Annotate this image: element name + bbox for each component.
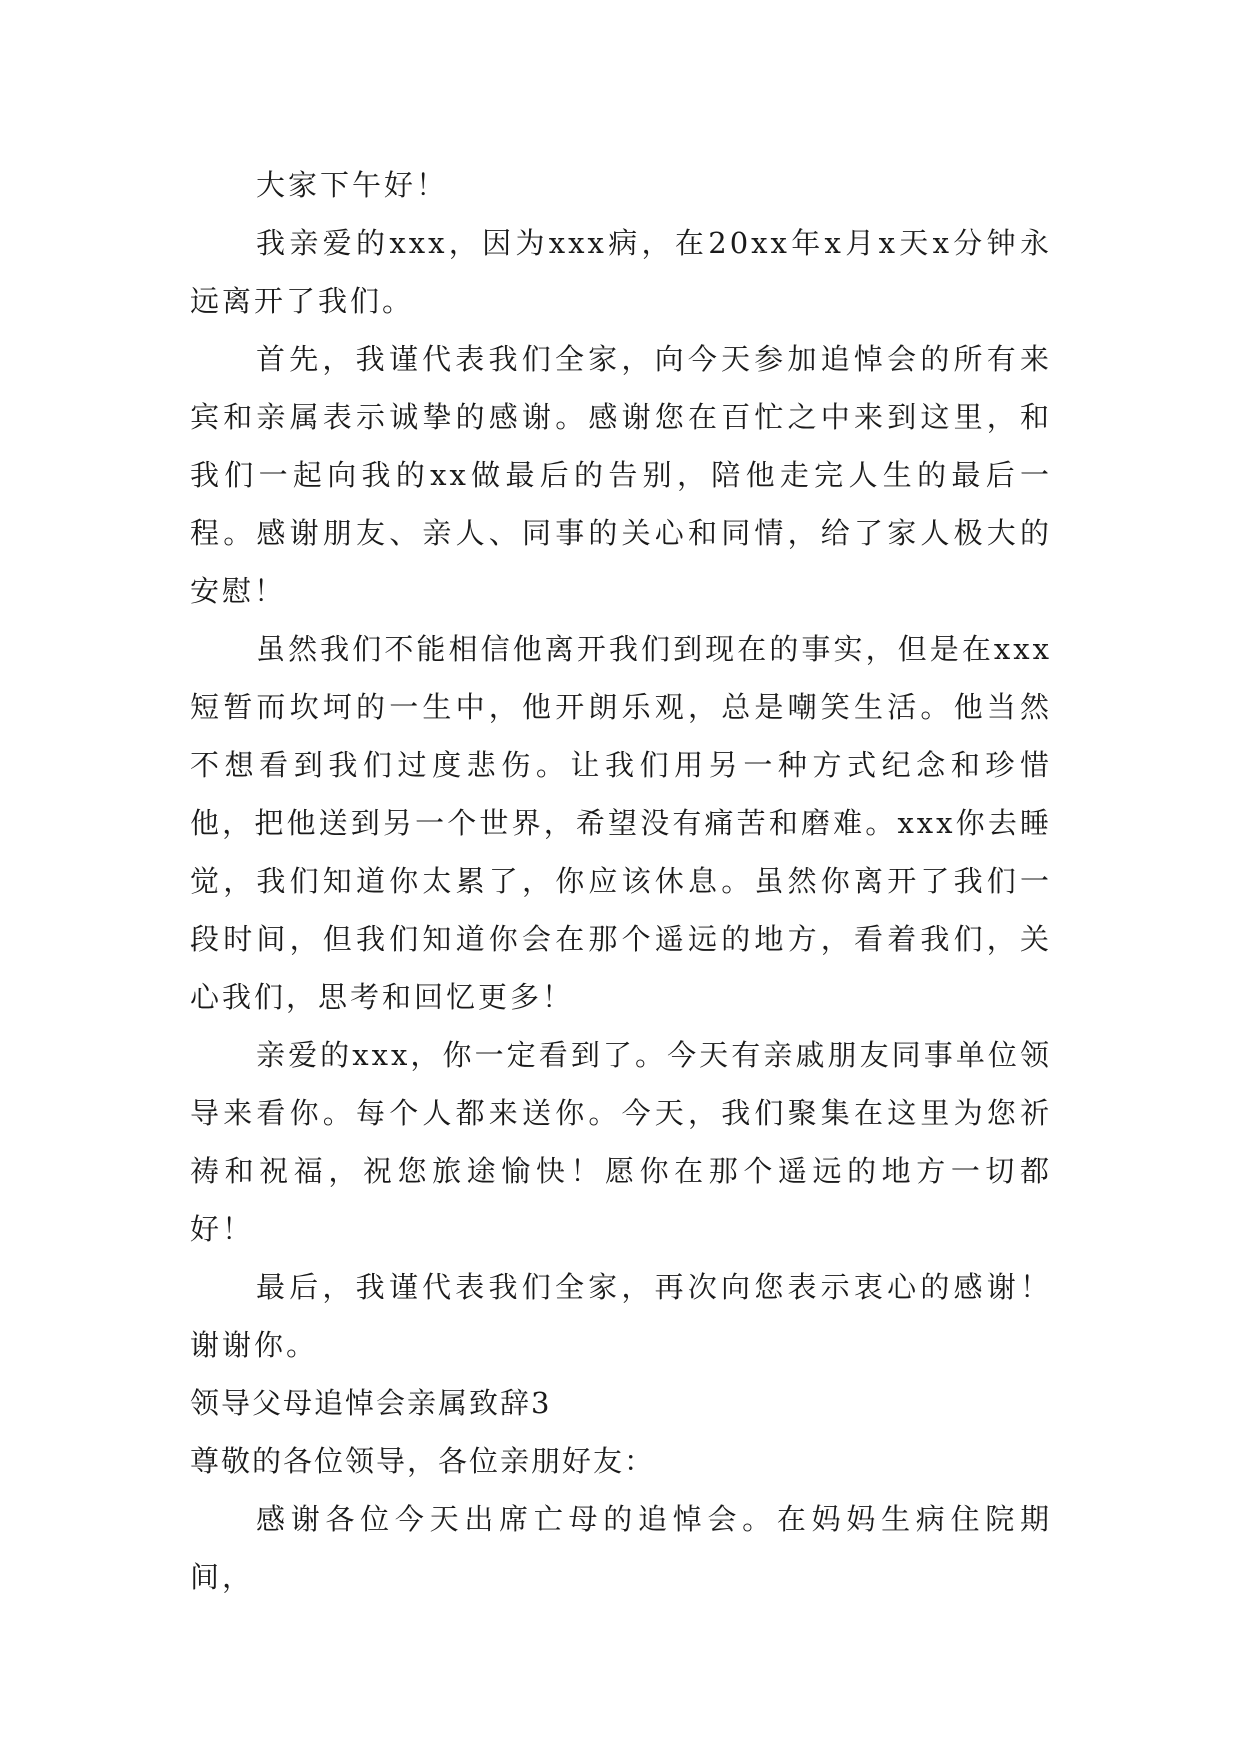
thanks-paragraph: 首先，我谨代表我们全家，向今天参加追悼会的所有来宾和亲属表示诚挚的感谢。感谢您在百忙之中来到这里，和我们一起向我的xx做最后的告别，陪他走完人生的最后一程。感谢朋友、亲人、同事的关心和同情，给了家人极大的安慰！: [190, 342, 1052, 608]
opening-paragraph: 感谢各位今天出席亡母的追悼会。在妈妈生病住院期间，: [190, 1502, 1052, 1594]
closing-paragraph: 最后，我谨代表我们全家，再次向您表示衷心的感谢！谢谢你。: [190, 1270, 1052, 1362]
greeting-paragraph: 大家下午好！: [256, 168, 449, 202]
announcement-paragraph: 我亲爱的xxx，因为xxx病，在20xx年x月x天x分钟永远离开了我们。: [190, 226, 1052, 318]
remembrance-paragraph: 虽然我们不能相信他离开我们到现在的事实，但是在xxx短暂而坎坷的一生中，他开朗乐观，总是嘲笑生活。他当然不想看到我们过度悲伤。让我们用另一种方式纪念和珍惜他，把他送到另一个世界，希望没有痛苦和磨难。xxx你去睡觉，我们知道你太累了，你应该休息。虽然你离开了我们一段时间，但我们知道你会在那个遥远的地方，看着我们，关心我们，思考和回忆更多！: [190, 632, 1052, 1014]
section-heading: 领导父母追悼会亲属致辞3: [190, 1386, 552, 1420]
blessing-paragraph: 亲爱的xxx，你一定看到了。今天有亲戚朋友同事单位领导来看你。每个人都来送你。今天，我们聚集在这里为您祈祷和祝福，祝您旅途愉快！愿你在那个遥远的地方一切都好！: [190, 1038, 1052, 1246]
document-body: [190, 156, 1052, 1606]
salutation-line: 尊敬的各位领导，各位亲朋好友：: [190, 1444, 656, 1478]
